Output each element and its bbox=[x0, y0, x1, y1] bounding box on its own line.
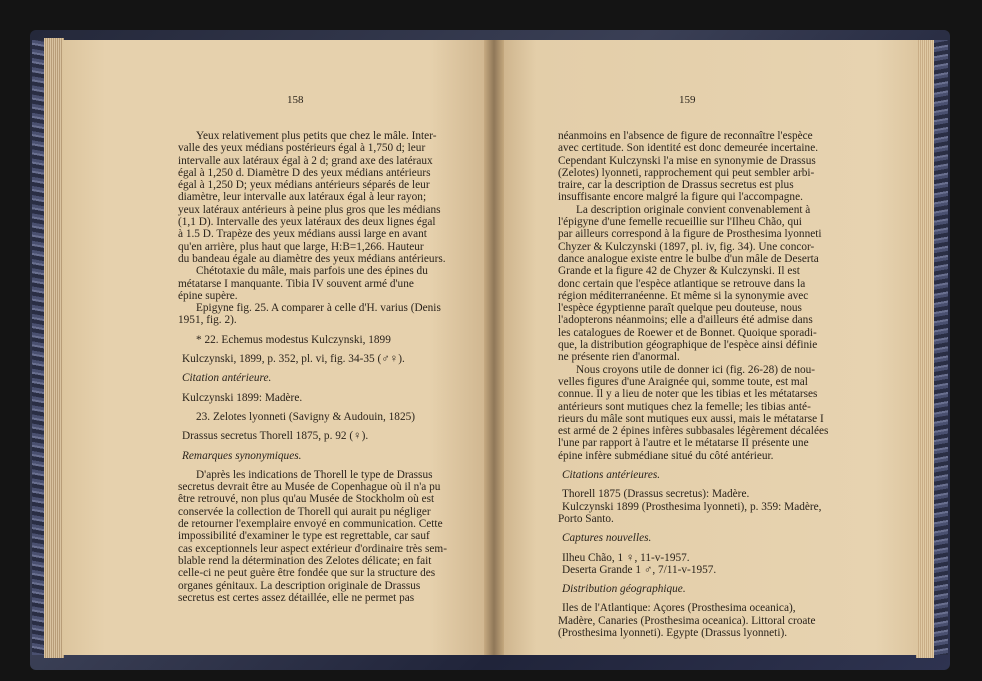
text-line: Thorell 1875 (Drassus secretus): Madère. bbox=[562, 488, 750, 501]
text-line: du bandeau égale au diamètre des yeux médians antérieurs. bbox=[178, 252, 446, 265]
text-line: valle des yeux médians postérieurs égal à 1,750 d; leur bbox=[178, 142, 426, 155]
text-line: l'espèce égyptienne paraît quelque peu douteuse, nous bbox=[558, 302, 802, 315]
section-heading: Kulczynski, 1899, p. 352, pl. vi, fig. 34-35 (♂♀). bbox=[182, 353, 405, 366]
text-line: Yeux relativement plus petits que chez le mâle. Inter- bbox=[196, 130, 437, 142]
section-heading: Distribution géographique. bbox=[562, 583, 686, 596]
text-line: égal à 1,250 D; yeux médians antérieurs séparés de leur bbox=[178, 179, 430, 192]
text-line: est armé de 2 épines infères subbasales légèrement décalées bbox=[558, 425, 829, 438]
text-line: secretus est certes assez détaillée, elle ne permet pas bbox=[178, 591, 415, 604]
text-line: antérieurs sont mutiques chez la femelle; les tibias anté- bbox=[558, 400, 811, 413]
right-page-number: 159 bbox=[679, 94, 696, 106]
text-line: Kulczynski 1899 (Prosthesima lyonneti), p. 359: Madère, bbox=[562, 500, 822, 513]
text-line: secretus devrait être au Musée de Copenhague où il n'a pu bbox=[178, 481, 441, 494]
section-heading: Captures nouvelles. bbox=[562, 532, 652, 545]
section-heading: 23. Zelotes lyonneti (Savigny & Audouin, 1825) bbox=[196, 410, 416, 423]
text-line: Chétotaxie du mâle, mais parfois une des épines du bbox=[196, 265, 428, 278]
text-line: connue. Il y a lieu de noter que les tibias et les métatarses bbox=[558, 388, 818, 401]
text-line: Cependant Kulczynski l'a mise en synonymie de Drassus bbox=[558, 154, 816, 167]
text-line: (1,1 D). Intervalle des yeux latéraux des deux lignes égal bbox=[178, 216, 436, 229]
text-line: l'épigyne d'une femelle recueillie sur l'Ilheu Chão, qui bbox=[558, 216, 802, 229]
text-line: La description originale convient convenablement à bbox=[576, 203, 811, 216]
text-line: rieurs du mâle sont mutiques eux aussi, mais le métatarse I bbox=[558, 412, 824, 425]
text-line: intervalle aux latéraux égal à 2 d; grand axe des latéraux bbox=[178, 154, 433, 167]
text-line: diamètre, leur intervalle aux latéraux égal à leur rayon; bbox=[178, 191, 427, 204]
text-line: Deserta Grande 1 ♂, 7/11-v-1957. bbox=[562, 563, 717, 576]
text-line: velles figures d'une Araignée qui, somme toute, est mal bbox=[558, 375, 808, 388]
section-heading: Drassus secretus Thorell 1875, p. 92 (♀). bbox=[182, 430, 369, 443]
text-line: Epigyne fig. 25. A comparer à celle d'H. varius (Denis bbox=[196, 302, 441, 315]
cover-marbled-edge-right bbox=[934, 40, 948, 655]
text-line: cas exceptionnels leur aspect extérieur d'ordinaire très sem- bbox=[178, 542, 447, 555]
page-stack-left bbox=[44, 38, 64, 658]
text-line: épine infère submédiane situé du côté antérieur. bbox=[558, 449, 774, 462]
right-page-text bbox=[558, 130, 876, 639]
text-line: Grande et la figure 42 de Chyzer & Kulczynski. Il est bbox=[558, 265, 800, 278]
text-line: organes génitaux. La description originale de Drassus bbox=[178, 579, 421, 592]
section-heading: Citation antérieure. bbox=[182, 372, 272, 385]
section-heading: * 22. Echemus modestus Kulczynski, 1899 bbox=[196, 333, 391, 346]
text-line: yeux latéraux antérieurs à peine plus gros que les médians bbox=[178, 203, 441, 216]
text-line: région méditerranéenne. Et même si la synonymie avec bbox=[558, 289, 809, 302]
text-line: Chyzer & Kulczynski (1897, pl. iv, fig. 34). Une concor- bbox=[558, 240, 815, 253]
text-line: les catalogues de Roewer et de Bonnet. Quoique sporadi- bbox=[558, 326, 817, 339]
section-heading: Kulczynski 1899: Madère. bbox=[182, 391, 303, 404]
section-heading: Citations antérieures. bbox=[562, 469, 661, 482]
book-gutter bbox=[484, 40, 504, 655]
text-line: de retourner l'exemplaire envoyé en communication. Cette bbox=[178, 518, 443, 531]
text-line: l'adopterons néanmoins; elle a d'ailleurs été admise dans bbox=[558, 314, 813, 327]
text-line: l'une par rapport à l'autre et le métatarse II présente une bbox=[558, 437, 809, 450]
text-line: celle-ci ne peut guère être fondée que sur la structure des bbox=[178, 567, 436, 580]
cover-marbled-edge-left bbox=[32, 40, 44, 655]
text-line: à 1.5 D. Trapèze des yeux médians aussi large en avant bbox=[178, 228, 427, 241]
left-page-text bbox=[178, 130, 496, 604]
left-page-number: 158 bbox=[287, 94, 304, 106]
text-line: (Prosthesima lyonneti). Egypte (Drassus lyonneti). bbox=[558, 626, 788, 639]
text-line: blable rend la détermination des Zelotes délicate; en fait bbox=[178, 554, 432, 567]
text-line: (Zelotes) lyonneti, rapprochement qui peut sembler arbi- bbox=[558, 166, 815, 179]
text-line: par ailleurs correspond à la figure de Prosthesima lyonneti bbox=[558, 228, 822, 241]
right-page bbox=[494, 40, 918, 655]
text-line: que, la distribution géographique de l'espèce ainsi définie bbox=[558, 339, 818, 352]
text-line: Madère, Canaries (Prosthesima oceanica). Littoral croate bbox=[558, 614, 816, 627]
text-line: Nous croyons utile de donner ici (fig. 26-28) de nou- bbox=[576, 363, 816, 376]
text-line: qu'en arrière, plus haut que large, H:B=1,266. Hauteur bbox=[178, 240, 424, 253]
text-line: être retrouvé, non plus qu'au Musée de Stockholm où est bbox=[178, 493, 435, 506]
page-stack-right bbox=[916, 40, 934, 658]
text-line: néanmoins en l'absence de figure de reconnaître l'espèce bbox=[558, 130, 813, 142]
text-line: Porto Santo. bbox=[558, 512, 614, 525]
text-line: insuffisante encore malgré la figure qui l'accompagne. bbox=[558, 191, 803, 204]
text-line: traire, car la description de Drassus secretus est plus bbox=[558, 179, 794, 192]
text-line: Iles de l'Atlantique: Açores (Prosthesima oceanica), bbox=[562, 602, 796, 615]
text-line: 1951, fig. 2). bbox=[178, 314, 237, 327]
text-line: donc certain que l'espèce atlantique se retrouve dans la bbox=[558, 277, 806, 290]
text-line: égal à 1,250 d. Diamètre D des yeux médians antérieurs bbox=[178, 166, 431, 179]
text-line: métatarse I manquante. Tibia IV souvent armé d'une bbox=[178, 277, 414, 290]
text-line: impossibilité d'examiner le type est regrettable, car sauf bbox=[178, 530, 430, 543]
text-line: dance analogue existe entre le bulbe d'un mâle de Deserta bbox=[558, 252, 819, 265]
left-page bbox=[62, 40, 494, 655]
text-line: conservée la collection de Thorell qui aurait pu négliger bbox=[178, 505, 431, 518]
text-line: D'après les indications de Thorell le type de Drassus bbox=[196, 468, 433, 481]
text-line: épine supère. bbox=[178, 289, 238, 302]
section-heading: Remarques synonymiques. bbox=[182, 449, 302, 462]
text-line: ne présente rien d'anormal. bbox=[558, 351, 680, 364]
text-line: Ilheu Chão, 1 ♀, 11-v-1957. bbox=[562, 551, 690, 564]
text-line: avec certitude. Son identité est donc demeurée incertaine. bbox=[558, 142, 819, 155]
